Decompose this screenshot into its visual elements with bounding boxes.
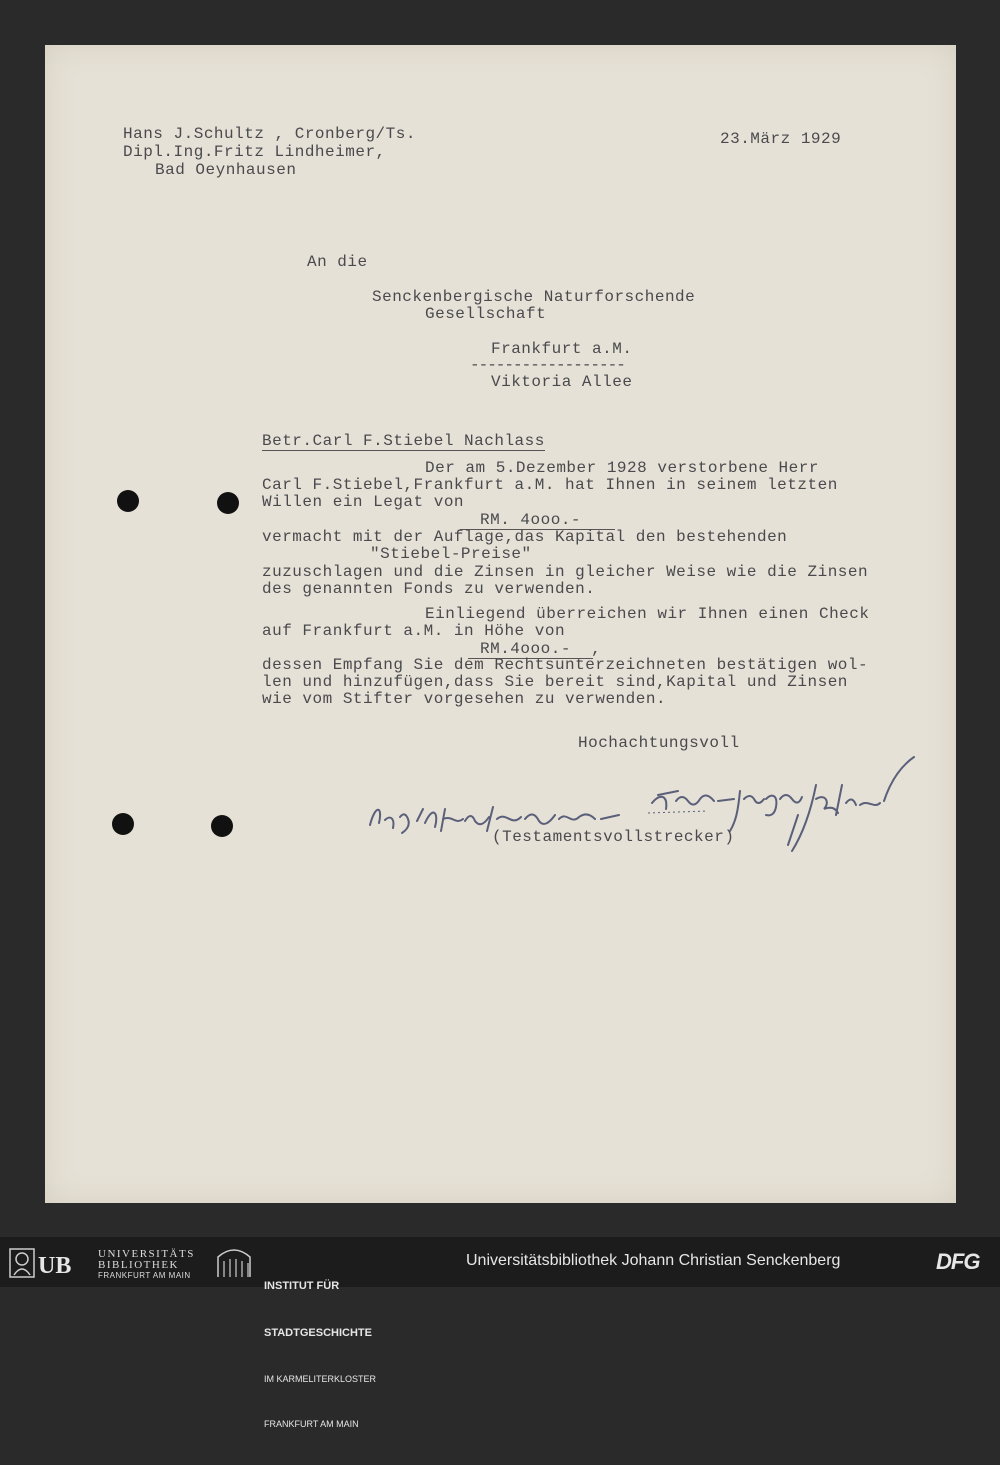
institut-line: STADTGESCHICHTE bbox=[264, 1327, 372, 1339]
institut-logo-text bbox=[264, 1245, 376, 1465]
subject-line: Betr.Carl F.Stiebel Nachlass bbox=[262, 432, 545, 450]
ub-line: FRANKFURT AM MAIN bbox=[98, 1271, 191, 1280]
signer-role: (Testamentsvollstrecker) bbox=[492, 828, 735, 846]
signature-schultz bbox=[648, 755, 938, 865]
institut-line: FRANKFURT AM MAIN bbox=[264, 1419, 359, 1429]
address-street: Viktoria Allee bbox=[491, 373, 633, 391]
institut-logo-icon bbox=[214, 1245, 254, 1279]
body-line: len und hinzufügen,dass Sie bereit sind,Kapital und Zinsen bbox=[262, 673, 848, 691]
institut-line: INSTITUT FÜR bbox=[264, 1280, 340, 1292]
svg-text:UB: UB bbox=[38, 1253, 72, 1279]
sender-line: Hans J.Schultz , Cronberg/Ts. bbox=[123, 125, 416, 143]
address-city: Frankfurt a.M. bbox=[491, 340, 633, 358]
ub-line: UNIVERSITÄTS bbox=[98, 1248, 195, 1260]
footer-bar bbox=[0, 1237, 1000, 1429]
ub-logo-icon bbox=[8, 1247, 88, 1279]
body-line: "Stiebel-Preise" bbox=[370, 545, 532, 563]
body-line: des genannten Fonds zu verwenden. bbox=[262, 580, 596, 598]
institut-line: IM KARMELITERKLOSTER bbox=[264, 1374, 377, 1384]
letter-date: 23.März 1929 bbox=[720, 130, 842, 148]
body-line: Carl F.Stiebel,Frankfurt a.M. hat Ihnen in seinem letzten bbox=[262, 476, 838, 494]
address-org: Gesellschaft bbox=[425, 305, 547, 323]
body-line: Einliegend überreichen wir Ihnen einen Check bbox=[425, 605, 870, 623]
amount-line: RM.4ooo.- , bbox=[480, 640, 602, 658]
dfg-logo: DFG bbox=[936, 1249, 980, 1274]
address-dash-separator: ------------------ bbox=[470, 356, 625, 374]
body-line: vermacht mit der Auflage,das Kapital den bestehenden bbox=[262, 528, 788, 546]
sender-line: Bad Oeynhausen bbox=[155, 161, 297, 179]
amount-line: RM. 4ooo.- bbox=[480, 511, 582, 529]
ub-line: BIBLIOTHEK bbox=[98, 1259, 179, 1271]
body-line: dessen Empfang Sie dem Rechtsunterzeichneten bestätigen wol- bbox=[262, 656, 869, 674]
body-line: Willen ein Legat von bbox=[262, 493, 465, 511]
sender-line: Dipl.Ing.Fritz Lindheimer, bbox=[123, 143, 386, 161]
punch-hole bbox=[217, 492, 239, 514]
punch-hole bbox=[112, 813, 134, 835]
punch-hole bbox=[211, 815, 233, 837]
address-an-die: An die bbox=[307, 253, 368, 271]
address-org: Senckenbergische Naturforschende bbox=[372, 288, 696, 306]
body-line: Der am 5.Dezember 1928 verstorbene Herr bbox=[425, 459, 819, 477]
punch-hole bbox=[117, 490, 139, 512]
ub-logo-text bbox=[98, 1249, 195, 1281]
body-line: auf Frankfurt a.M. in Höhe von bbox=[262, 622, 566, 640]
body-line: wie vom Stifter vorgesehen zu verwenden. bbox=[262, 690, 667, 708]
closing: Hochachtungsvoll bbox=[578, 734, 740, 752]
footer-library-name: Universitätsbibliothek Johann Christian Senckenberg bbox=[466, 1252, 841, 1269]
body-line: zuzuschlagen und die Zinsen in gleicher Weise wie die Zinsen bbox=[262, 563, 869, 581]
